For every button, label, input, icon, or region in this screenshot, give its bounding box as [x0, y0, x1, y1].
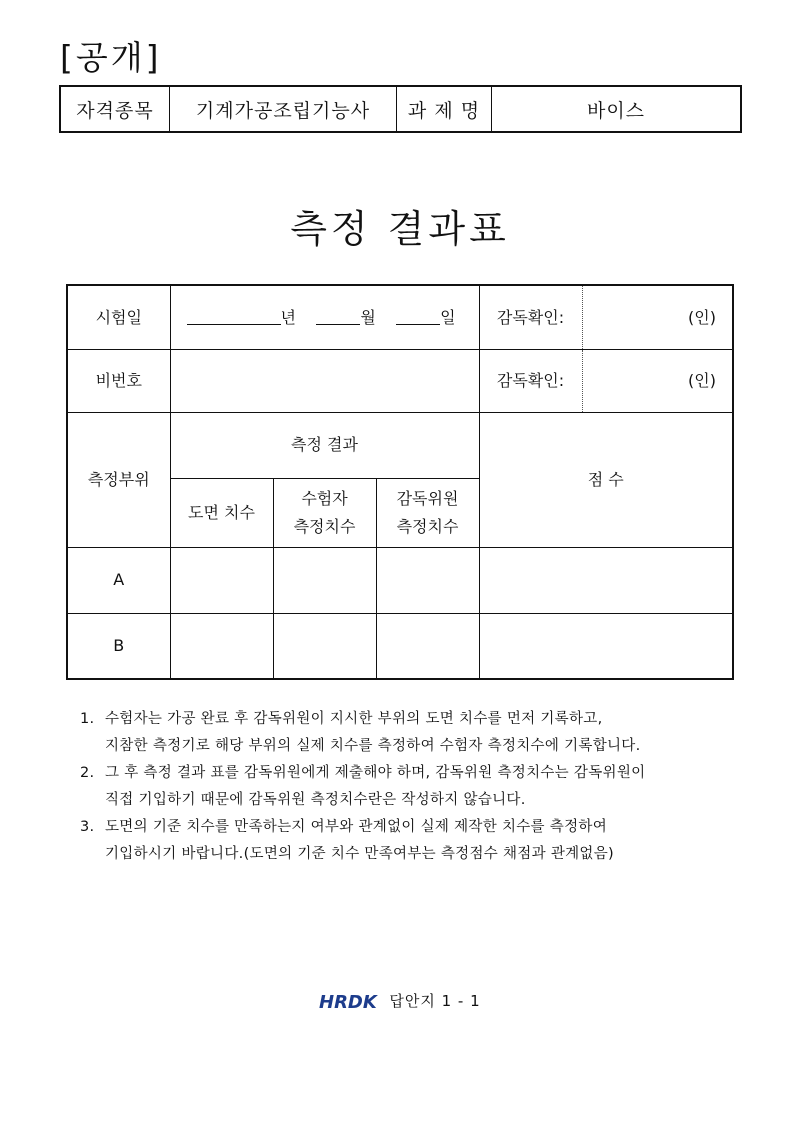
examinee-header-line-1: 수험자 — [301, 489, 348, 509]
task-value: 바이스 — [492, 86, 742, 132]
qualification-value: 기계가공조립기능사 — [170, 86, 397, 132]
hrdk-logo-icon — [319, 991, 381, 1011]
drawing-dimension-a[interactable] — [170, 547, 273, 613]
instructions — [80, 706, 760, 868]
supervisor-confirm-label-2: 감독확인: — [479, 349, 582, 412]
examinee-header-line-2: 측정치수 — [293, 516, 356, 536]
drawing-dimension-b[interactable] — [170, 613, 273, 679]
instruction-item — [80, 760, 760, 814]
instruction-number: 2. — [80, 765, 95, 781]
exam-date-label: 시험일 — [67, 285, 170, 349]
footer — [0, 990, 800, 1011]
day-blank[interactable] — [396, 310, 440, 325]
instruction-item — [80, 706, 760, 760]
supervisor-confirm-label-1: 감독확인: — [479, 285, 582, 349]
supervisor-header-line-1: 감독위원 — [396, 489, 459, 509]
supervisor-measurement-header — [376, 478, 479, 547]
page-title: 측정 결과표 — [290, 207, 510, 251]
examinee-measurement-b[interactable] — [273, 613, 376, 679]
instruction-line: 수험자는 가공 완료 후 감독위원이 지시한 부위의 도면 치수를 먼저 기록하고, — [105, 711, 603, 727]
public-tag: [공개] — [60, 38, 162, 77]
instruction-line: 직접 기입하기 때문에 감독위원 측정치수란은 작성하지 않습니다. — [105, 792, 526, 808]
part-label-b: B — [67, 613, 170, 679]
examinee-measurement-a[interactable] — [273, 547, 376, 613]
header-table — [59, 85, 742, 133]
day-unit: 일 — [440, 307, 456, 327]
table-row — [67, 547, 733, 613]
instruction-number: 1. — [80, 711, 95, 727]
page-label: 답안지 1 - 1 — [389, 992, 481, 1010]
table-row — [67, 613, 733, 679]
instruction-item — [80, 814, 760, 868]
supervisor-header-line-2: 측정치수 — [396, 516, 459, 536]
instruction-line: 기입하시기 바랍니다.(도면의 기준 치수 만족여부는 측정점수 채점과 관계없음) — [105, 846, 615, 862]
score-b[interactable] — [479, 613, 733, 679]
year-unit: 년 — [280, 307, 296, 327]
measurement-part-header: 측정부위 — [67, 412, 170, 547]
task-label: 과 제 명 — [397, 86, 492, 132]
supervisor-seal-1[interactable]: (인) — [582, 285, 733, 349]
id-number-label: 비번호 — [67, 349, 170, 412]
id-number-field[interactable] — [170, 349, 479, 412]
supervisor-measurement-a[interactable] — [376, 547, 479, 613]
year-blank[interactable] — [187, 310, 281, 325]
measurement-table — [66, 284, 734, 680]
qualification-label: 자격종목 — [60, 86, 170, 132]
part-label-a: A — [67, 547, 170, 613]
examinee-measurement-header — [273, 478, 376, 547]
score-header: 점 수 — [479, 412, 733, 547]
instruction-line: 그 후 측정 결과 표를 감독위원에게 제출해야 하며, 감독위원 측정치수는 감독위원이 — [105, 765, 646, 781]
instruction-line: 지참한 측정기로 해당 부위의 실제 치수를 측정하여 수험자 측정치수에 기록합니다. — [105, 738, 641, 754]
svg-text:HRDK: HRDK — [319, 991, 378, 1011]
supervisor-seal-2[interactable]: (인) — [582, 349, 733, 412]
month-unit: 월 — [360, 307, 376, 327]
drawing-dimension-header: 도면 치수 — [170, 478, 273, 547]
month-blank[interactable] — [316, 310, 360, 325]
score-a[interactable] — [479, 547, 733, 613]
instruction-line: 도면의 기준 치수를 만족하는지 여부와 관계없이 실제 제작한 치수를 측정하여 — [105, 819, 608, 835]
exam-date-field[interactable] — [170, 285, 479, 349]
measurement-result-header: 측정 결과 — [170, 412, 479, 478]
instruction-number: 3. — [80, 819, 95, 835]
supervisor-measurement-b[interactable] — [376, 613, 479, 679]
